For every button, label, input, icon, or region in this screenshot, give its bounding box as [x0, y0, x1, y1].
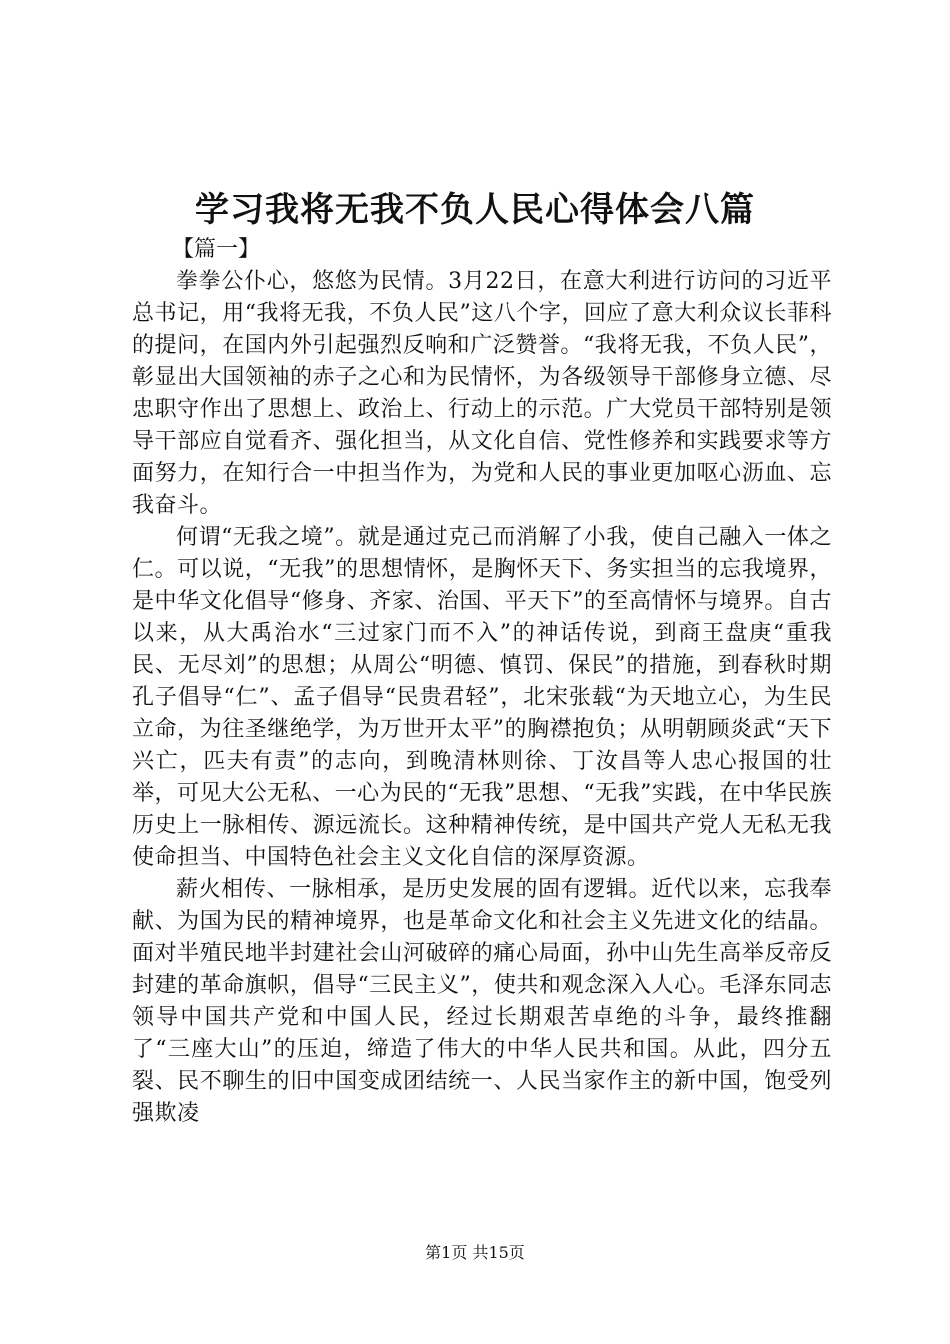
- page-number-footer: 第1页 共15页: [425, 1243, 525, 1262]
- section-label: 【篇一】: [172, 237, 261, 262]
- document-body: [132, 266, 832, 1130]
- paragraph-1: 拳拳公仆心，悠悠为民情。3月22日，在意大利进行访问的习近平总书记，用“我将无我，不负人民”这八个字，回应了意大利众议长菲科的提问，在国内外引起强烈反响和广泛赞誉。“我将无我，不负人民”，彰显出大国领袖的赤子之心和为民情怀，为各级领导干部修身立德、尽忠职守作出了思想上、政治上、行动上的示范。广大党员干部特别是领导干部应自觉看齐、强化担当，从文化自信、党性修养和实践要求等方面努力，在知行合一中担当作为，为党和人民的事业更加呕心沥血、忘我奋斗。: [132, 269, 832, 518]
- page-title: 学习我将无我不负人民心得体会八篇: [195, 190, 755, 230]
- paragraph-2: 何谓“无我之境”。就是通过克己而消解了小我，使自己融入一体之仁。可以说，“无我”的思想情怀，是胸怀天下、务实担当的忘我境界，是中华文化倡导“修身、齐家、治国、平天下”的至高情怀与境界。自古以来，从大禹治水“三过家门而不入”的神话传说，到商王盘庚“重我民、无尽刘”的思想；从周公“明德、慎罚、保民”的措施，到春秋时期孔子倡导“仁”、孟子倡导“民贵君轻”，北宋张载“为天地立心，为生民立命，为往圣继绝学，为万世开太平”的胸襟抱负；从明朝顾炎武“天下兴亡，匹夫有责”的志向，到晚清林则徐、丁汝昌等人忠心报国的壮举，可见大公无私、一心为民的“无我”思想、“无我”实践，在中华民族历史上一脉相传、源远流长。这种精神传统，是中国共产党人无私无我使命担当、中国特色社会主义文化自信的深厚资源。: [132, 525, 832, 870]
- paragraph-3: 薪火相传、一脉相承，是历史发展的固有逻辑。近代以来，忘我奉献、为国为民的精神境界，也是革命文化和社会主义先进文化的结晶。面对半殖民地半封建社会山河破碎的痛心局面，孙中山先生高举反帝反封建的革命旗帜，倡导“三民主义”，使共和观念深入人心。毛泽东同志领导中国共产党和中国人民，经过长期艰苦卓绝的斗争，最终推翻了“三座大山”的压迫，缔造了伟大的中华人民共和国。从此，四分五裂、民不聊生的旧中国变成团结统一、人民当家作主的新中国，饱受列强欺凌: [132, 877, 832, 1126]
